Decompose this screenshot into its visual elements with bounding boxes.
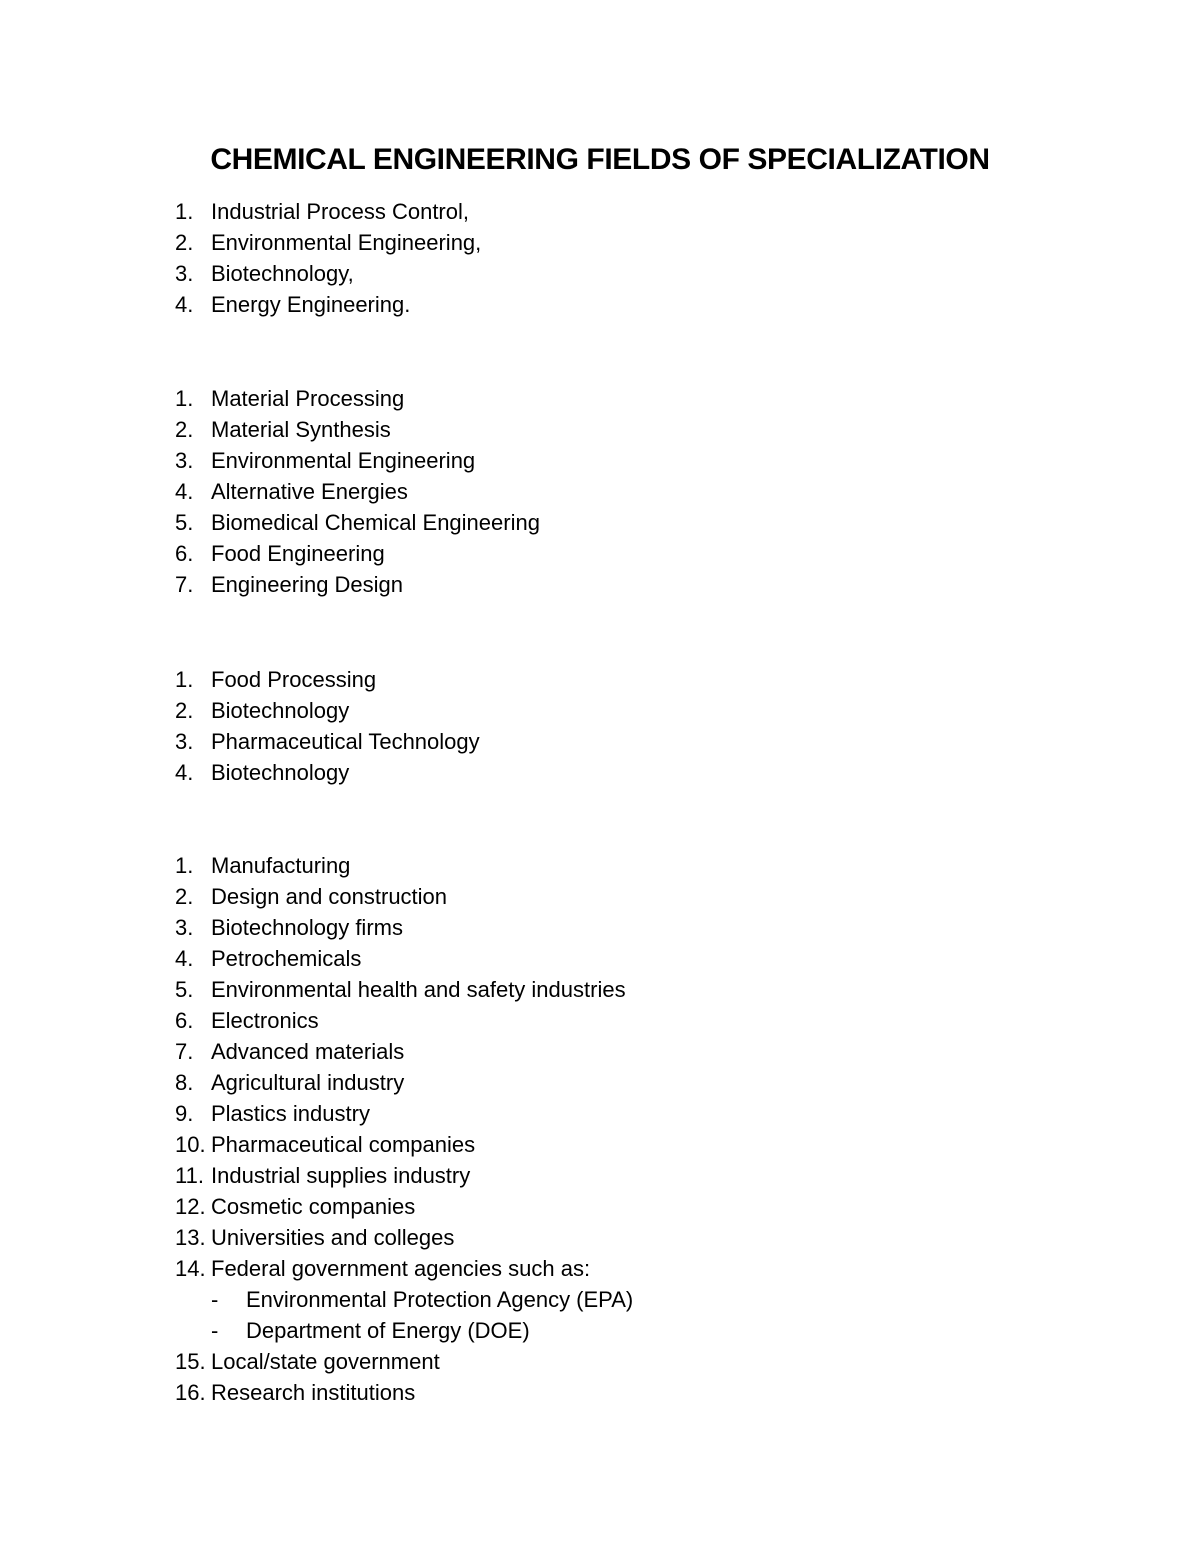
item-number: 5. — [175, 977, 194, 1002]
item-number: 10. — [175, 1132, 206, 1157]
item-text: Environmental Engineering — [211, 448, 476, 473]
item-number: 11. — [175, 1163, 204, 1188]
item-text: Environmental health and safety industries — [211, 977, 626, 1002]
item-text: Federal government agencies such as: — [211, 1256, 591, 1281]
item-text: Pharmaceutical companies — [211, 1132, 476, 1157]
item-text: Industrial supplies industry — [211, 1163, 471, 1188]
item-text: Food Processing — [211, 667, 377, 692]
item-text: Environmental Protection Agency (EPA) — [246, 1287, 634, 1312]
item-number: 8. — [175, 1070, 194, 1095]
item-number: 7. — [175, 1039, 194, 1064]
item-number: 2. — [175, 230, 194, 255]
item-number: 1. — [175, 199, 194, 224]
item-text: Advanced materials — [211, 1039, 405, 1064]
item-number: 14. — [175, 1256, 206, 1281]
item-text: Biomedical Chemical Engineering — [211, 510, 540, 535]
item-number: 3. — [175, 729, 194, 754]
item-text: Food Engineering — [211, 541, 385, 566]
item-text: Environmental Engineering, — [211, 230, 482, 255]
item-number: 7. — [175, 572, 194, 597]
item-text: Pharmaceutical Technology — [211, 729, 480, 754]
item-number: 4. — [175, 292, 194, 317]
item-text: Design and construction — [211, 884, 448, 909]
item-number: 2. — [175, 884, 194, 909]
item-number: 6. — [175, 1008, 194, 1033]
item-text: Universities and colleges — [211, 1225, 455, 1250]
item-text: Biotechnology firms — [211, 915, 403, 940]
item-text: Material Synthesis — [211, 417, 391, 442]
item-number: 12. — [175, 1194, 206, 1219]
item-number: 3. — [175, 261, 194, 286]
item-text: Energy Engineering. — [211, 292, 411, 317]
item-number: 1. — [175, 667, 194, 692]
item-bullet: - — [211, 1318, 219, 1343]
item-text: Alternative Energies — [211, 479, 408, 504]
item-text: Petrochemicals — [211, 946, 362, 971]
item-text: Local/state government — [211, 1349, 440, 1374]
item-text: Agricultural industry — [211, 1070, 405, 1095]
item-number: 15. — [175, 1349, 206, 1374]
item-text: Department of Energy (DOE) — [246, 1318, 530, 1343]
item-number: 3. — [175, 915, 194, 940]
item-text: Research institutions — [211, 1380, 416, 1405]
item-number: 4. — [175, 946, 194, 971]
item-text: Industrial Process Control, — [211, 199, 469, 224]
item-number: 2. — [175, 417, 194, 442]
item-text: Cosmetic companies — [211, 1194, 416, 1219]
item-text: Biotechnology, — [211, 261, 354, 286]
document-title: CHEMICAL ENGINEERING FIELDS OF SPECIALIZATION — [210, 143, 990, 176]
item-text: Plastics industry — [211, 1101, 370, 1126]
item-text: Material Processing — [211, 386, 405, 411]
item-number: 5. — [175, 510, 194, 535]
item-number: 9. — [175, 1101, 194, 1126]
item-bullet: - — [211, 1287, 219, 1312]
item-number: 16. — [175, 1380, 206, 1405]
item-number: 4. — [175, 479, 194, 504]
item-text: Engineering Design — [211, 572, 404, 597]
item-text: Biotechnology — [211, 760, 350, 785]
item-text: Manufacturing — [211, 853, 351, 878]
item-number: 1. — [175, 853, 194, 878]
item-number: 2. — [175, 698, 194, 723]
item-text: Biotechnology — [211, 698, 350, 723]
item-number: 3. — [175, 448, 194, 473]
item-number: 4. — [175, 760, 194, 785]
item-number: 6. — [175, 541, 194, 566]
item-text: Electronics — [211, 1008, 319, 1033]
item-number: 1. — [175, 386, 194, 411]
item-number: 13. — [175, 1225, 206, 1250]
